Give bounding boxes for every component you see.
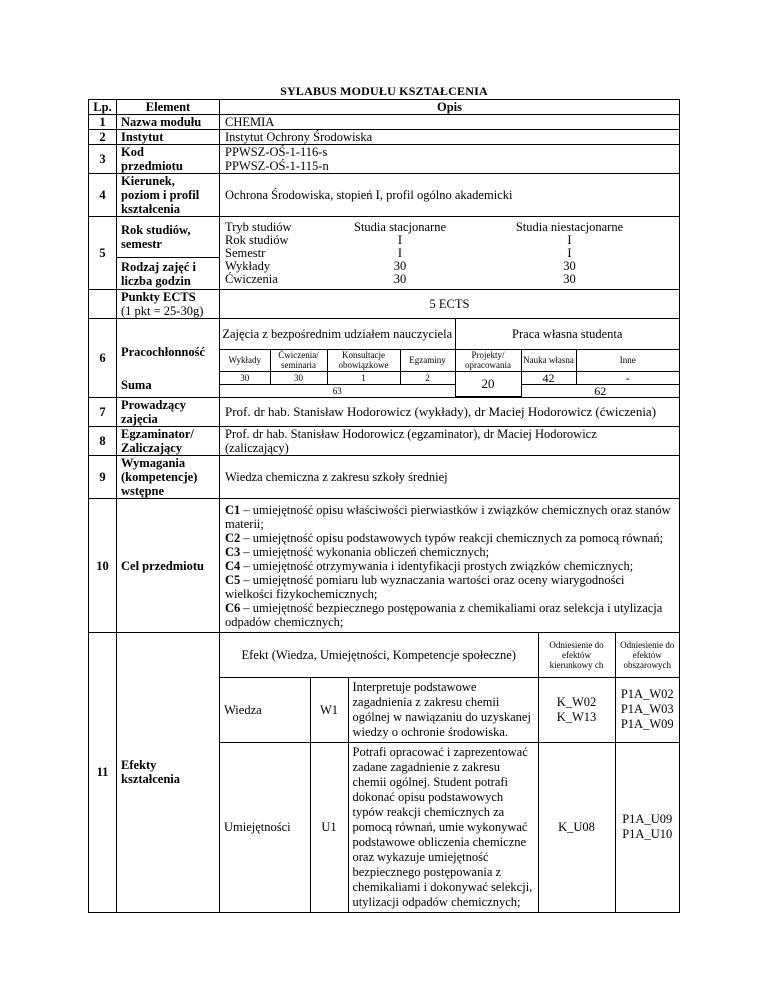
row-6 <box>89 319 680 398</box>
opis-9: Wiedza chemiczna z zakresu szkoły średniej <box>220 456 680 499</box>
effects-cell <box>220 633 680 913</box>
effect-obsz-b: P1A_U10 <box>622 827 673 841</box>
study-label-tryb: Tryb studiów <box>225 219 292 234</box>
goal-text: – umiejętność bezpiecznego postępowania z chemikaliami oraz selekcja i utylizacja odpadów chemicznych; <box>225 600 663 629</box>
goal-code: C2 <box>225 530 241 545</box>
study-label-wyklady: Wykłady <box>225 258 271 273</box>
effect-obsz-b: P1A_W03 <box>620 702 674 716</box>
element-11 <box>117 633 220 913</box>
row-7 <box>89 398 680 427</box>
element-3b: przedmiotu <box>121 159 183 173</box>
effects-head-kier: Odniesienie do efektów kierunkowy ch <box>538 633 615 677</box>
lp-7: 7 <box>89 398 117 427</box>
element-10: Cel przedmiotu <box>117 499 220 633</box>
goal-c3 <box>225 545 674 559</box>
workload-val-projekty: 20 <box>455 371 521 397</box>
workload-sum-teacher: 63 <box>220 384 455 397</box>
header-lp: Lp. <box>89 100 117 115</box>
element-5-rok <box>117 217 219 258</box>
element-9 <box>117 456 220 499</box>
row-4 <box>89 174 680 217</box>
lp-8: 8 <box>89 427 117 456</box>
element-4b: poziom i profil <box>121 188 200 202</box>
element-11a: Efekty <box>121 758 157 773</box>
element-6-suma: Suma <box>121 377 152 392</box>
goal-text: – umiejętność otrzymywania i identyfikacji prostych związków chemicznych; <box>240 558 634 573</box>
effect-row-u1 <box>220 742 679 912</box>
goal-text: – umiejętność wykonania obliczeń chemicznych; <box>240 544 490 559</box>
element-7a: Prowadzący <box>121 398 187 412</box>
workload-cell <box>220 319 680 398</box>
opis-2: Instytut Ochrony Środowiska <box>220 130 680 145</box>
element-6 <box>117 319 220 398</box>
workload-val-inne: - <box>576 371 679 384</box>
ects-note: (1 pkt = 25-30g) <box>121 304 204 318</box>
study-mode-table <box>220 217 680 290</box>
effect-kier <box>538 677 615 742</box>
lp-4: 4 <box>89 174 117 217</box>
goal-code: C1 <box>225 502 241 517</box>
study-stac-cwiczenia: 30 <box>393 271 407 286</box>
effect-obsz <box>615 742 679 912</box>
ects-label: Punkty ECTS <box>121 290 196 304</box>
workload-val-nauka: 42 <box>521 371 576 384</box>
study-niestac-rok: I <box>567 232 572 247</box>
element-5 <box>117 217 220 290</box>
element-9b: (kompetencje) <box>121 470 198 484</box>
element-9c: wstępne <box>121 484 165 498</box>
opis-3a: PPWSZ-OŚ-1-116-s <box>225 145 328 159</box>
element-9a: Wymagania <box>121 456 186 470</box>
opis-7: Prof. dr hab. Stanisław Hodorowicz (wykłady), dr Maciej Hodorowicz (ćwiczenia) <box>220 398 680 427</box>
opis-8b: (zaliczający) <box>225 441 289 455</box>
element-1: Nazwa modułu <box>117 115 220 130</box>
workload-table <box>220 319 679 397</box>
element-4 <box>117 174 220 217</box>
effect-obsz <box>615 677 679 742</box>
element-4c: kształcenia <box>121 202 181 216</box>
lp-9: 9 <box>89 456 117 499</box>
lp-1: 1 <box>89 115 117 130</box>
effect-code: U1 <box>310 742 348 912</box>
effect-code: W1 <box>310 677 348 742</box>
effects-head-efekt: Efekt (Wiedza, Umiejętności, Kompetencje społeczne) <box>220 633 538 677</box>
goal-c1 <box>225 503 674 531</box>
workload-col-projekty: Projekty/ opracowania <box>455 349 521 371</box>
element-5-rok-a: Rok studiów, <box>121 223 191 237</box>
opis-8 <box>220 427 680 456</box>
opis-8a: Prof. dr hab. Stanisław Hodorowicz (egzaminator), dr Maciej Hodorowicz <box>225 427 597 441</box>
goal-code: C6 <box>225 600 241 615</box>
row-5 <box>89 217 680 290</box>
header-element: Element <box>117 100 220 115</box>
element-8a: Egzaminator/ <box>121 427 194 441</box>
syllabus-table <box>88 99 680 913</box>
workload-val-cwiczenia: 30 <box>270 371 327 384</box>
effect-obsz-a: P1A_W02 <box>620 687 674 701</box>
element-7 <box>117 398 220 427</box>
study-niestac-wyklady: 30 <box>563 258 576 273</box>
opis-1: CHEMIA <box>220 115 680 130</box>
study-label-semestr: Semestr <box>225 245 266 260</box>
lp-11: 11 <box>89 633 117 913</box>
study-stac-rok: I <box>397 232 403 247</box>
effects-head-obsz: Odniesienie do efektów obszarowych <box>615 633 679 677</box>
effect-obsz-a: P1A_U09 <box>622 812 673 826</box>
workload-col-egzaminy: Egzaminy <box>400 349 455 371</box>
lp-5: 5 <box>89 217 117 290</box>
element-3 <box>117 145 220 174</box>
opis-4: Ochrona Środowiska, stopień I, profil ogólno akademicki <box>220 174 680 217</box>
lp-2: 2 <box>89 130 117 145</box>
element-8 <box>117 427 220 456</box>
goal-c4 <box>225 559 674 573</box>
header-row <box>89 100 680 115</box>
ects-value: 5 ECTS <box>220 290 680 319</box>
element-8b: Zaliczający <box>121 441 183 455</box>
opis-3 <box>220 145 680 174</box>
effect-desc: Interpretuje podstawowe zagadnienia z zakresu chemii ogólnej w nawiązaniu do uzyskanej wiedzy o ochronie środowiska. <box>348 677 538 742</box>
row-3 <box>89 145 680 174</box>
row-ects <box>89 290 680 319</box>
workload-sum-self: 62 <box>521 384 679 397</box>
goal-code: C5 <box>225 572 241 587</box>
goal-c5 <box>225 573 674 601</box>
workload-group-teacher: Zajęcia z bezpośrednim udziałem nauczyciela <box>220 319 455 349</box>
effect-category: Umiejętności <box>220 742 310 912</box>
opis-3b: PPWSZ-OŚ-1-115-n <box>225 159 329 173</box>
element-ects <box>117 290 220 319</box>
header-opis: Opis <box>220 100 680 115</box>
lp-3: 3 <box>89 145 117 174</box>
effect-kier: K_U08 <box>538 742 615 912</box>
element-5-rodzaj-a: Rodzaj zajęć i <box>121 259 196 274</box>
row-8 <box>89 427 680 456</box>
workload-col-konsultacje: Konsultacje obowiązkowe <box>327 349 400 371</box>
workload-group-self: Praca własna studenta <box>455 319 679 349</box>
effect-row-w1 <box>220 677 679 742</box>
study-label-rok: Rok studiów <box>225 232 289 247</box>
study-stac-wyklady: 30 <box>393 258 407 273</box>
element-6-label: Pracochłonność <box>121 344 206 359</box>
workload-val-wyklady: 30 <box>220 371 270 384</box>
effect-desc: Potrafi opracować i zaprezentować zadane zagadnienie z zakresu chemii ogólnej. Student potrafi dokonać opisu podstawowych typów reakcji chemicznych za pomocą równań, umie wykonywać podstawowe obliczenia chemiczne oraz wykazuje umiejętność bezpiecznego postępowania z chemikaliami i dokonywać selekcji, utylizacji odpadów chemicznych; <box>348 742 538 912</box>
row-2 <box>89 130 680 145</box>
study-niestac-head: Studia niestacjonarne <box>515 219 624 234</box>
study-niestac-cwiczenia: 30 <box>563 271 576 286</box>
goal-text: – umiejętność opisu podstawowych typów reakcji chemicznych za pomocą równań; <box>240 530 664 545</box>
row-11 <box>89 633 680 913</box>
workload-col-inne: Inne <box>576 349 679 371</box>
row-9 <box>89 456 680 499</box>
element-11b: kształcenia <box>121 772 181 787</box>
study-niestac-semestr: I <box>567 245 572 260</box>
element-2: Instytut <box>117 130 220 145</box>
goal-text: – umiejętność pomiaru lub wyznaczania wartości oraz oceny wiarygodności wielkości fizykochemicznych; <box>225 572 625 601</box>
element-3a: Kod <box>121 145 144 159</box>
element-5-rodzaj-b: liczba godzin <box>121 273 191 288</box>
effect-kier-b: K_W13 <box>556 709 597 724</box>
goal-code: C4 <box>225 558 241 573</box>
workload-val-konsultacje: 1 <box>327 371 400 384</box>
element-4a: Kierunek, <box>121 174 175 188</box>
goal-c6 <box>225 601 674 629</box>
study-stac-semestr: I <box>397 245 403 260</box>
document-title: SYLABUS MODUŁU KSZTAŁCENIA <box>280 84 488 98</box>
workload-col-wyklady: Wykłady <box>220 349 270 371</box>
effect-obsz-c: P1A_W09 <box>620 717 674 731</box>
row-10 <box>89 499 680 633</box>
element-5-rok-b: semestr <box>121 237 162 251</box>
workload-col-cwiczenia: Ćwiczenia/ seminaria <box>270 349 327 371</box>
element-7b: zajęcia <box>121 412 158 426</box>
effect-kier-a: K_W02 <box>556 694 597 709</box>
row-1 <box>89 115 680 130</box>
goal-code: C3 <box>225 544 241 559</box>
study-label-cwiczenia: Ćwiczenia <box>225 271 278 286</box>
workload-col-nauka: Nauka własna <box>521 349 576 371</box>
goal-text: – umiejętność opisu właściwości pierwiastków i związków chemicznych oraz stanów materii; <box>225 502 671 531</box>
goal-c2 <box>225 531 674 545</box>
lp-10: 10 <box>89 499 117 633</box>
lp-ects <box>89 290 117 319</box>
goals-list <box>220 499 680 633</box>
element-5-rodzaj <box>117 258 219 289</box>
study-stac-head: Studia stacjonarne <box>354 219 446 234</box>
workload-val-egzaminy: 2 <box>400 371 455 384</box>
effects-table <box>220 633 679 912</box>
lp-6: 6 <box>89 319 117 398</box>
effect-category: Wiedza <box>220 677 310 742</box>
